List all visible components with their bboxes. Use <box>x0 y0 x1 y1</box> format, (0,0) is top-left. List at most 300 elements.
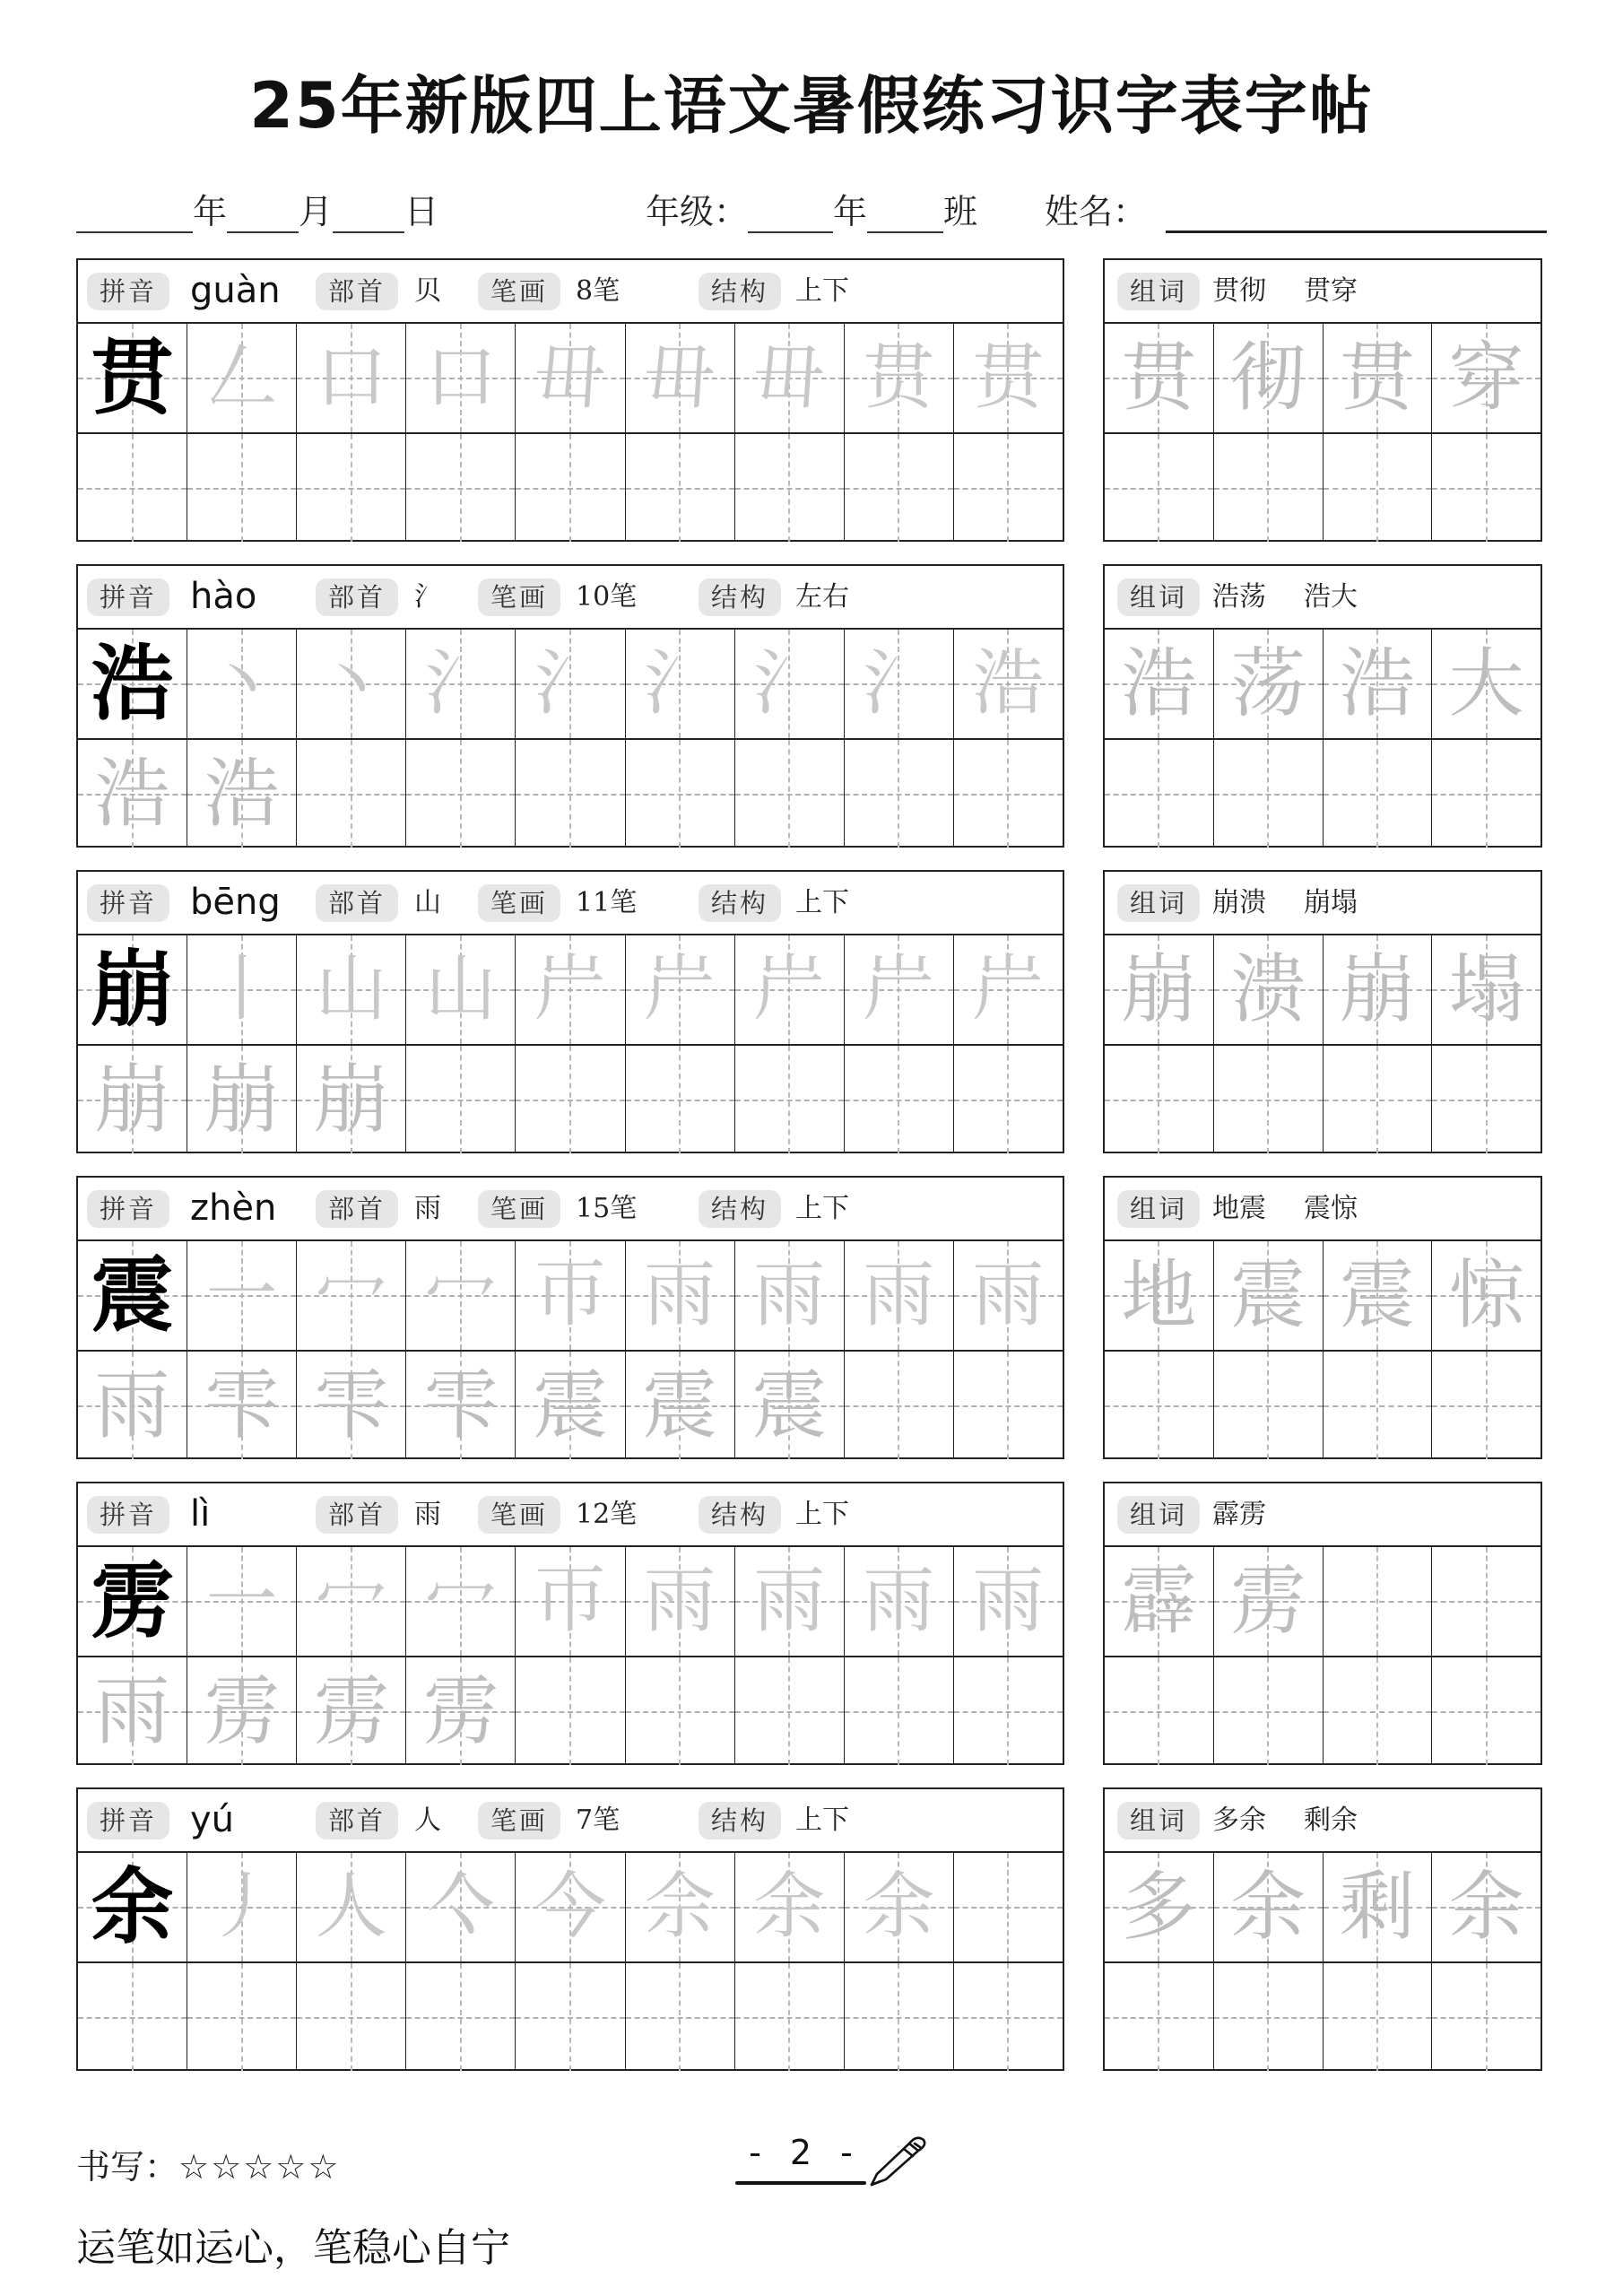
practice-cell-glyph: 雳 <box>313 1666 389 1755</box>
strokes-tag: 笔画 <box>478 884 560 922</box>
stroke-step-cell[interactable] <box>516 1853 625 1961</box>
practice-row <box>78 1046 1063 1153</box>
words-tag: 组词 <box>1117 578 1200 616</box>
word-trace-cell[interactable] <box>1105 1241 1214 1350</box>
stroke-step-cell[interactable] <box>735 1547 845 1656</box>
word-trace-cell[interactable] <box>1214 935 1324 1044</box>
stroke-step-cell-glyph: 氵 <box>534 641 606 726</box>
practice-cell-glyph: 震 <box>532 1361 608 1449</box>
word-practice-cell[interactable] <box>1432 1963 1541 2071</box>
word-trace-cell[interactable] <box>1105 630 1214 738</box>
stroke-order-row <box>78 1853 1063 1963</box>
practice-cell[interactable] <box>78 740 187 848</box>
stroke-step-cell[interactable] <box>735 630 845 738</box>
stroke-step-cell-glyph: 贯 <box>972 335 1045 420</box>
word-practice-row <box>1105 1046 1541 1153</box>
practice-cell[interactable] <box>626 434 735 542</box>
practice-cell[interactable] <box>516 1352 625 1459</box>
stroke-step-cell[interactable] <box>406 324 516 432</box>
model-character[interactable] <box>78 1853 187 1961</box>
stroke-step-cell-glyph: 帀 <box>534 1253 606 1337</box>
stroke-step-cell[interactable] <box>954 324 1063 432</box>
radical-value: 人 <box>414 1805 441 1836</box>
word-1: 多余 <box>1212 1805 1266 1836</box>
model-character[interactable] <box>78 1241 187 1350</box>
word-trace-cell[interactable] <box>1105 935 1214 1044</box>
stroke-step-cell-glyph: 亽 <box>424 1865 497 1949</box>
stroke-step-cell-glyph: 冖 <box>315 1253 387 1337</box>
practice-cell-glyph: 崩 <box>94 1055 170 1144</box>
stroke-step-cell-glyph: 人 <box>315 1865 387 1949</box>
stroke-step-cell-glyph: 氵 <box>424 641 497 726</box>
stroke-step-cell[interactable] <box>845 1853 954 1961</box>
practice-row <box>78 1657 1063 1765</box>
structure-tag: 结构 <box>699 273 781 310</box>
stroke-step-cell[interactable] <box>735 324 845 432</box>
word-practice-cell[interactable] <box>1324 1657 1433 1765</box>
stroke-step-cell-glyph: 雨 <box>972 1559 1045 1643</box>
word-header <box>1105 872 1541 935</box>
strokes-value: 10笔 <box>576 581 638 613</box>
practice-cell[interactable] <box>954 740 1063 848</box>
character-info-header <box>78 260 1063 324</box>
stroke-step-cell-glyph: 一 <box>205 1253 278 1337</box>
practice-cell[interactable] <box>954 434 1063 542</box>
practice-cell[interactable] <box>516 1657 625 1765</box>
stroke-step-cell[interactable] <box>297 1241 406 1350</box>
name-label: 姓名： <box>1045 192 1148 231</box>
stroke-step-cell-glyph: 口 <box>315 335 387 420</box>
practice-cell[interactable] <box>297 1963 406 2071</box>
practice-cell[interactable] <box>735 1046 845 1153</box>
stroke-step-cell[interactable] <box>187 1853 297 1961</box>
practice-cell[interactable] <box>954 1046 1063 1153</box>
word-grid <box>1105 1241 1541 1457</box>
practice-cell[interactable] <box>187 1657 297 1765</box>
pinyin-tag: 拼音 <box>87 578 169 616</box>
stroke-step-cell-glyph: 毌 <box>753 335 826 420</box>
stroke-step-cell[interactable] <box>516 630 625 738</box>
word-trace-cell-glyph: 浩 <box>1339 639 1415 728</box>
word-1: 浩荡 <box>1212 581 1266 613</box>
word-trace-cell[interactable] <box>1324 1241 1433 1350</box>
stroke-step-cell[interactable] <box>187 1547 297 1656</box>
class-blank[interactable] <box>867 197 943 233</box>
word-practice-cell[interactable] <box>1214 434 1324 542</box>
stroke-step-cell-glyph: 一 <box>205 1559 278 1643</box>
word-2: 震惊 <box>1304 1193 1358 1224</box>
practice-cell[interactable] <box>954 1963 1063 2071</box>
word-practice-row <box>1105 740 1541 848</box>
practice-cell[interactable] <box>297 740 406 848</box>
practice-row <box>78 1352 1063 1459</box>
words-tag: 组词 <box>1117 1190 1200 1228</box>
practice-cell[interactable] <box>954 1352 1063 1459</box>
word-practice-cell[interactable] <box>1214 1963 1324 2071</box>
stroke-step-cell[interactable] <box>735 1241 845 1350</box>
practice-cell-glyph: 震 <box>751 1361 828 1449</box>
word-practice-cell[interactable] <box>1432 1352 1541 1459</box>
practice-cell-glyph: 雫 <box>313 1361 389 1449</box>
practice-cell[interactable] <box>406 434 516 542</box>
stroke-step-cell[interactable] <box>406 1241 516 1350</box>
word-trace-cell-glyph: 霹 <box>1121 1557 1197 1646</box>
practice-cell[interactable] <box>78 1046 187 1153</box>
practice-cell[interactable] <box>735 1352 845 1459</box>
character-card <box>76 1482 1064 1765</box>
word-practice-cell[interactable] <box>1105 434 1214 542</box>
stroke-step-cell[interactable] <box>516 1547 625 1656</box>
word-card <box>1103 1482 1542 1765</box>
stroke-step-cell[interactable] <box>954 630 1063 738</box>
word-trace-cell[interactable] <box>1324 1547 1433 1656</box>
practice-cell[interactable] <box>735 434 845 542</box>
word-trace-cell[interactable] <box>1105 1547 1214 1656</box>
stroke-step-cell[interactable] <box>845 324 954 432</box>
stroke-step-cell-glyph: 屵 <box>644 947 716 1031</box>
word-practice-cell[interactable] <box>1105 740 1214 848</box>
word-trace-cell[interactable] <box>1432 324 1541 432</box>
practice-cell-glyph: 雳 <box>422 1666 499 1755</box>
practice-cell[interactable] <box>187 1046 297 1153</box>
stroke-step-cell[interactable] <box>845 630 954 738</box>
year-blank[interactable] <box>76 197 193 233</box>
practice-cell-glyph: 雨 <box>94 1361 170 1449</box>
practice-cell[interactable] <box>516 740 625 848</box>
radical-value: 雨 <box>414 1499 441 1530</box>
practice-cell[interactable] <box>626 1046 735 1153</box>
word-card <box>1103 564 1542 848</box>
word-header <box>1105 1789 1541 1853</box>
word-trace-cell-glyph: 贯 <box>1339 334 1415 422</box>
strokes-tag: 笔画 <box>478 1496 560 1534</box>
word-practice-cell[interactable] <box>1105 1657 1214 1765</box>
strokes-tag: 笔画 <box>478 1802 560 1839</box>
stroke-step-cell[interactable] <box>626 935 735 1044</box>
word-trace-row <box>1105 630 1541 740</box>
practice-cell-glyph: 浩 <box>94 749 170 838</box>
practice-cell[interactable] <box>626 1963 735 2071</box>
word-trace-cell-glyph: 雳 <box>1230 1557 1306 1646</box>
word-practice-cell[interactable] <box>1214 1352 1324 1459</box>
stroke-step-cell-glyph: 氵 <box>863 641 935 726</box>
stroke-step-cell[interactable] <box>297 324 406 432</box>
grade-blank[interactable] <box>748 197 833 233</box>
word-practice-cell[interactable] <box>1214 740 1324 848</box>
practice-cell[interactable] <box>187 1352 297 1459</box>
word-trace-cell[interactable] <box>1214 1853 1324 1961</box>
word-practice-row <box>1105 1352 1541 1459</box>
practice-cell[interactable] <box>516 1963 625 2071</box>
stroke-step-cell[interactable] <box>187 935 297 1044</box>
practice-cell[interactable] <box>406 1657 516 1765</box>
practice-cell[interactable] <box>297 434 406 542</box>
word-trace-cell[interactable] <box>1432 630 1541 738</box>
stroke-step-cell-glyph: 冖 <box>424 1253 497 1337</box>
stroke-step-cell-glyph: 屵 <box>534 947 606 1031</box>
word-grid <box>1105 1547 1541 1763</box>
word-practice-cell[interactable] <box>1105 1963 1214 2071</box>
stroke-step-cell-glyph: 雨 <box>753 1559 826 1643</box>
word-trace-cell[interactable] <box>1214 324 1324 432</box>
stroke-step-cell[interactable] <box>297 1547 406 1656</box>
stroke-step-cell-glyph: 丶 <box>205 641 278 726</box>
practice-cell[interactable] <box>845 1046 954 1153</box>
model-character-glyph: 雳 <box>91 1552 174 1650</box>
word-trace-cell[interactable] <box>1105 1853 1214 1961</box>
practice-cell[interactable] <box>845 1963 954 2071</box>
practice-cell[interactable] <box>845 740 954 848</box>
word-1: 地震 <box>1212 1193 1266 1224</box>
structure-tag: 结构 <box>699 1496 781 1534</box>
stroke-step-cell-glyph: 屵 <box>863 947 935 1031</box>
word-practice-cell[interactable] <box>1324 1963 1433 2071</box>
stroke-step-cell[interactable] <box>845 935 954 1044</box>
practice-cell[interactable] <box>406 1352 516 1459</box>
stroke-step-cell[interactable] <box>297 935 406 1044</box>
word-practice-cell[interactable] <box>1324 434 1433 542</box>
practice-cell[interactable] <box>78 1657 187 1765</box>
practice-cell[interactable] <box>626 1657 735 1765</box>
word-practice-cell[interactable] <box>1105 1046 1214 1153</box>
stroke-step-cell[interactable] <box>735 935 845 1044</box>
practice-row <box>78 1963 1063 2071</box>
stroke-step-cell[interactable] <box>187 1241 297 1350</box>
practice-cell[interactable] <box>297 1046 406 1153</box>
practice-cell[interactable] <box>735 1657 845 1765</box>
word-trace-cell-glyph: 多 <box>1121 1863 1197 1952</box>
stroke-step-cell-glyph: 余 <box>753 1865 826 1949</box>
word-2: 崩塌 <box>1304 887 1358 918</box>
practice-row <box>78 740 1063 848</box>
word-trace-cell[interactable] <box>1324 1853 1433 1961</box>
rating-label: 书写： <box>76 2147 179 2187</box>
word-trace-cell-glyph: 剩 <box>1339 1863 1415 1952</box>
stroke-step-cell[interactable] <box>516 1241 625 1350</box>
word-practice-cell[interactable] <box>1324 1046 1433 1153</box>
practice-cell[interactable] <box>406 1963 516 2071</box>
practice-cell[interactable] <box>845 1657 954 1765</box>
word-practice-cell[interactable] <box>1432 1657 1541 1765</box>
word-trace-cell-glyph: 地 <box>1121 1251 1197 1340</box>
word-trace-cell[interactable] <box>1324 935 1433 1044</box>
word-trace-cell-glyph: 余 <box>1230 1863 1306 1952</box>
stroke-step-cell-glyph: 山 <box>315 947 387 1031</box>
word-1: 霹雳 <box>1212 1499 1266 1530</box>
pen-icon <box>868 2133 929 2188</box>
stroke-step-cell-glyph: 贯 <box>863 335 935 420</box>
word-trace-cell[interactable] <box>1432 935 1541 1044</box>
word-trace-row <box>1105 324 1541 434</box>
strokes-value: 8笔 <box>576 275 621 307</box>
character-info-header <box>78 1789 1063 1853</box>
stroke-step-cell-glyph: 氵 <box>753 641 826 726</box>
stroke-step-cell-glyph: 今 <box>534 1865 606 1949</box>
word-card <box>1103 258 1542 542</box>
stroke-step-cell-glyph: 毌 <box>534 335 606 420</box>
writing-grid <box>78 1547 1063 1763</box>
word-card <box>1103 1787 1542 2071</box>
month-blank[interactable] <box>227 197 299 233</box>
word-practice-cell[interactable] <box>1324 1352 1433 1459</box>
strokes-tag: 笔画 <box>478 578 560 616</box>
practice-cell[interactable] <box>954 1657 1063 1765</box>
word-card <box>1103 870 1542 1153</box>
word-trace-cell[interactable] <box>1214 1547 1324 1656</box>
stroke-order-row <box>78 324 1063 434</box>
stroke-step-cell[interactable] <box>626 1241 735 1350</box>
practice-cell[interactable] <box>735 1963 845 2071</box>
pinyin-tag: 拼音 <box>87 1802 169 1839</box>
radical-value: 氵 <box>414 581 441 613</box>
structure-tag: 结构 <box>699 578 781 616</box>
word-trace-cell[interactable] <box>1432 1241 1541 1350</box>
month-label: 月 <box>299 192 334 231</box>
practice-cell[interactable] <box>78 1352 187 1459</box>
word-trace-cell-glyph: 溃 <box>1230 945 1306 1034</box>
page-underline <box>735 2181 866 2185</box>
word-grid <box>1105 1853 1541 2069</box>
word-trace-cell[interactable] <box>1432 1853 1541 1961</box>
class-label: 班 <box>943 192 978 231</box>
model-character-glyph: 浩 <box>91 635 174 733</box>
stroke-order-row <box>78 1547 1063 1657</box>
practice-cell[interactable] <box>406 740 516 848</box>
word-practice-cell[interactable] <box>1432 740 1541 848</box>
word-practice-cell[interactable] <box>1214 1046 1324 1153</box>
practice-cell[interactable] <box>735 740 845 848</box>
stroke-step-cell-glyph: 雨 <box>644 1559 716 1643</box>
model-character[interactable] <box>78 1547 187 1656</box>
word-practice-cell[interactable] <box>1432 434 1541 542</box>
word-trace-row <box>1105 935 1541 1046</box>
character-info-header <box>78 1178 1063 1241</box>
stroke-step-cell[interactable] <box>187 324 297 432</box>
stroke-step-cell[interactable] <box>954 1853 1063 1961</box>
pinyin-tag: 拼音 <box>87 1496 169 1534</box>
stroke-step-cell[interactable] <box>845 1241 954 1350</box>
stroke-step-cell[interactable] <box>626 1853 735 1961</box>
practice-cell[interactable] <box>845 434 954 542</box>
practice-cell[interactable] <box>187 434 297 542</box>
stroke-step-cell-glyph: 口 <box>424 335 497 420</box>
pinyin-tag: 拼音 <box>87 273 169 310</box>
word-trace-cell[interactable] <box>1214 630 1324 738</box>
stroke-step-cell[interactable] <box>406 935 516 1044</box>
stroke-step-cell[interactable] <box>406 1853 516 1961</box>
practice-cell[interactable] <box>297 1352 406 1459</box>
stroke-step-cell[interactable] <box>954 1547 1063 1656</box>
star-icons[interactable]: ☆☆☆☆☆ <box>178 2147 341 2187</box>
words-tag: 组词 <box>1117 1496 1200 1534</box>
words-tag: 组词 <box>1117 1802 1200 1839</box>
word-2: 贯穿 <box>1304 275 1358 307</box>
stroke-step-cell[interactable] <box>406 630 516 738</box>
stroke-step-cell-glyph: 冖 <box>424 1559 497 1643</box>
stroke-step-cell[interactable] <box>626 324 735 432</box>
practice-cell[interactable] <box>516 1046 625 1153</box>
stroke-step-cell[interactable] <box>516 324 625 432</box>
practice-cell[interactable] <box>626 1352 735 1459</box>
pinyin-value: yú <box>190 1799 235 1840</box>
name-blank[interactable] <box>1166 197 1547 233</box>
radical-value: 贝 <box>414 275 441 307</box>
pinyin-tag: 拼音 <box>87 1190 169 1228</box>
word-practice-cell[interactable] <box>1105 1352 1214 1459</box>
word-trace-cell[interactable] <box>1105 324 1214 432</box>
motto: 运笔如运心，笔稳心自宁 <box>76 2225 510 2271</box>
word-header <box>1105 1483 1541 1547</box>
word-trace-cell[interactable] <box>1432 1547 1541 1656</box>
practice-cell[interactable] <box>78 434 187 542</box>
character-card <box>76 870 1064 1153</box>
writing-grid <box>78 324 1063 540</box>
practice-cell[interactable] <box>78 1963 187 2071</box>
practice-cell[interactable] <box>845 1352 954 1459</box>
model-character-glyph: 余 <box>91 1858 174 1956</box>
model-character-glyph: 震 <box>91 1247 174 1344</box>
stroke-step-cell-glyph: 氵 <box>644 641 716 726</box>
stroke-step-cell[interactable] <box>406 1547 516 1656</box>
stroke-step-cell[interactable] <box>954 1241 1063 1350</box>
practice-cell[interactable] <box>516 434 625 542</box>
stroke-step-cell[interactable] <box>626 630 735 738</box>
model-character[interactable] <box>78 935 187 1044</box>
practice-cell[interactable] <box>626 740 735 848</box>
stroke-step-cell[interactable] <box>626 1547 735 1656</box>
word-trace-cell-glyph: 惊 <box>1448 1251 1524 1340</box>
strokes-value: 15笔 <box>576 1193 638 1224</box>
word-practice-cell[interactable] <box>1432 1046 1541 1153</box>
stroke-step-cell[interactable] <box>297 630 406 738</box>
word-trace-cell[interactable] <box>1324 630 1433 738</box>
stroke-step-cell[interactable] <box>845 1547 954 1656</box>
year-label: 年 <box>193 192 228 231</box>
word-2: 浩大 <box>1304 581 1358 613</box>
word-trace-cell[interactable] <box>1324 324 1433 432</box>
word-grid <box>1105 324 1541 540</box>
practice-cell[interactable] <box>187 740 297 848</box>
word-practice-cell[interactable] <box>1214 1657 1324 1765</box>
writing-grid <box>78 1241 1063 1457</box>
strokes-value: 7笔 <box>576 1805 621 1836</box>
model-character[interactable] <box>78 324 187 432</box>
stroke-step-cell-glyph: 帀 <box>534 1559 606 1643</box>
strokes-tag: 笔画 <box>478 1190 560 1228</box>
model-character[interactable] <box>78 630 187 738</box>
stroke-step-cell[interactable] <box>516 935 625 1044</box>
practice-cell[interactable] <box>187 1963 297 2071</box>
word-trace-cell-glyph: 震 <box>1339 1251 1415 1340</box>
word-1: 贯彻 <box>1212 275 1266 307</box>
stroke-step-cell[interactable] <box>735 1853 845 1961</box>
word-trace-cell[interactable] <box>1214 1241 1324 1350</box>
stroke-step-cell-glyph: 丶 <box>315 641 387 726</box>
practice-cell[interactable] <box>297 1657 406 1765</box>
practice-cell[interactable] <box>406 1046 516 1153</box>
day-blank[interactable] <box>333 197 404 233</box>
pinyin-value: guàn <box>190 270 281 311</box>
date-field <box>76 184 438 233</box>
word-practice-row <box>1105 1657 1541 1765</box>
word-trace-cell-glyph: 穿 <box>1448 334 1524 422</box>
word-practice-cell[interactable] <box>1324 740 1433 848</box>
structure-value: 左右 <box>795 581 849 613</box>
stroke-step-cell[interactable] <box>954 935 1063 1044</box>
stroke-step-cell[interactable] <box>187 630 297 738</box>
stroke-step-cell[interactable] <box>297 1853 406 1961</box>
page-title: 25年新版四上语文暑假练习识字表字帖 <box>249 69 1374 143</box>
